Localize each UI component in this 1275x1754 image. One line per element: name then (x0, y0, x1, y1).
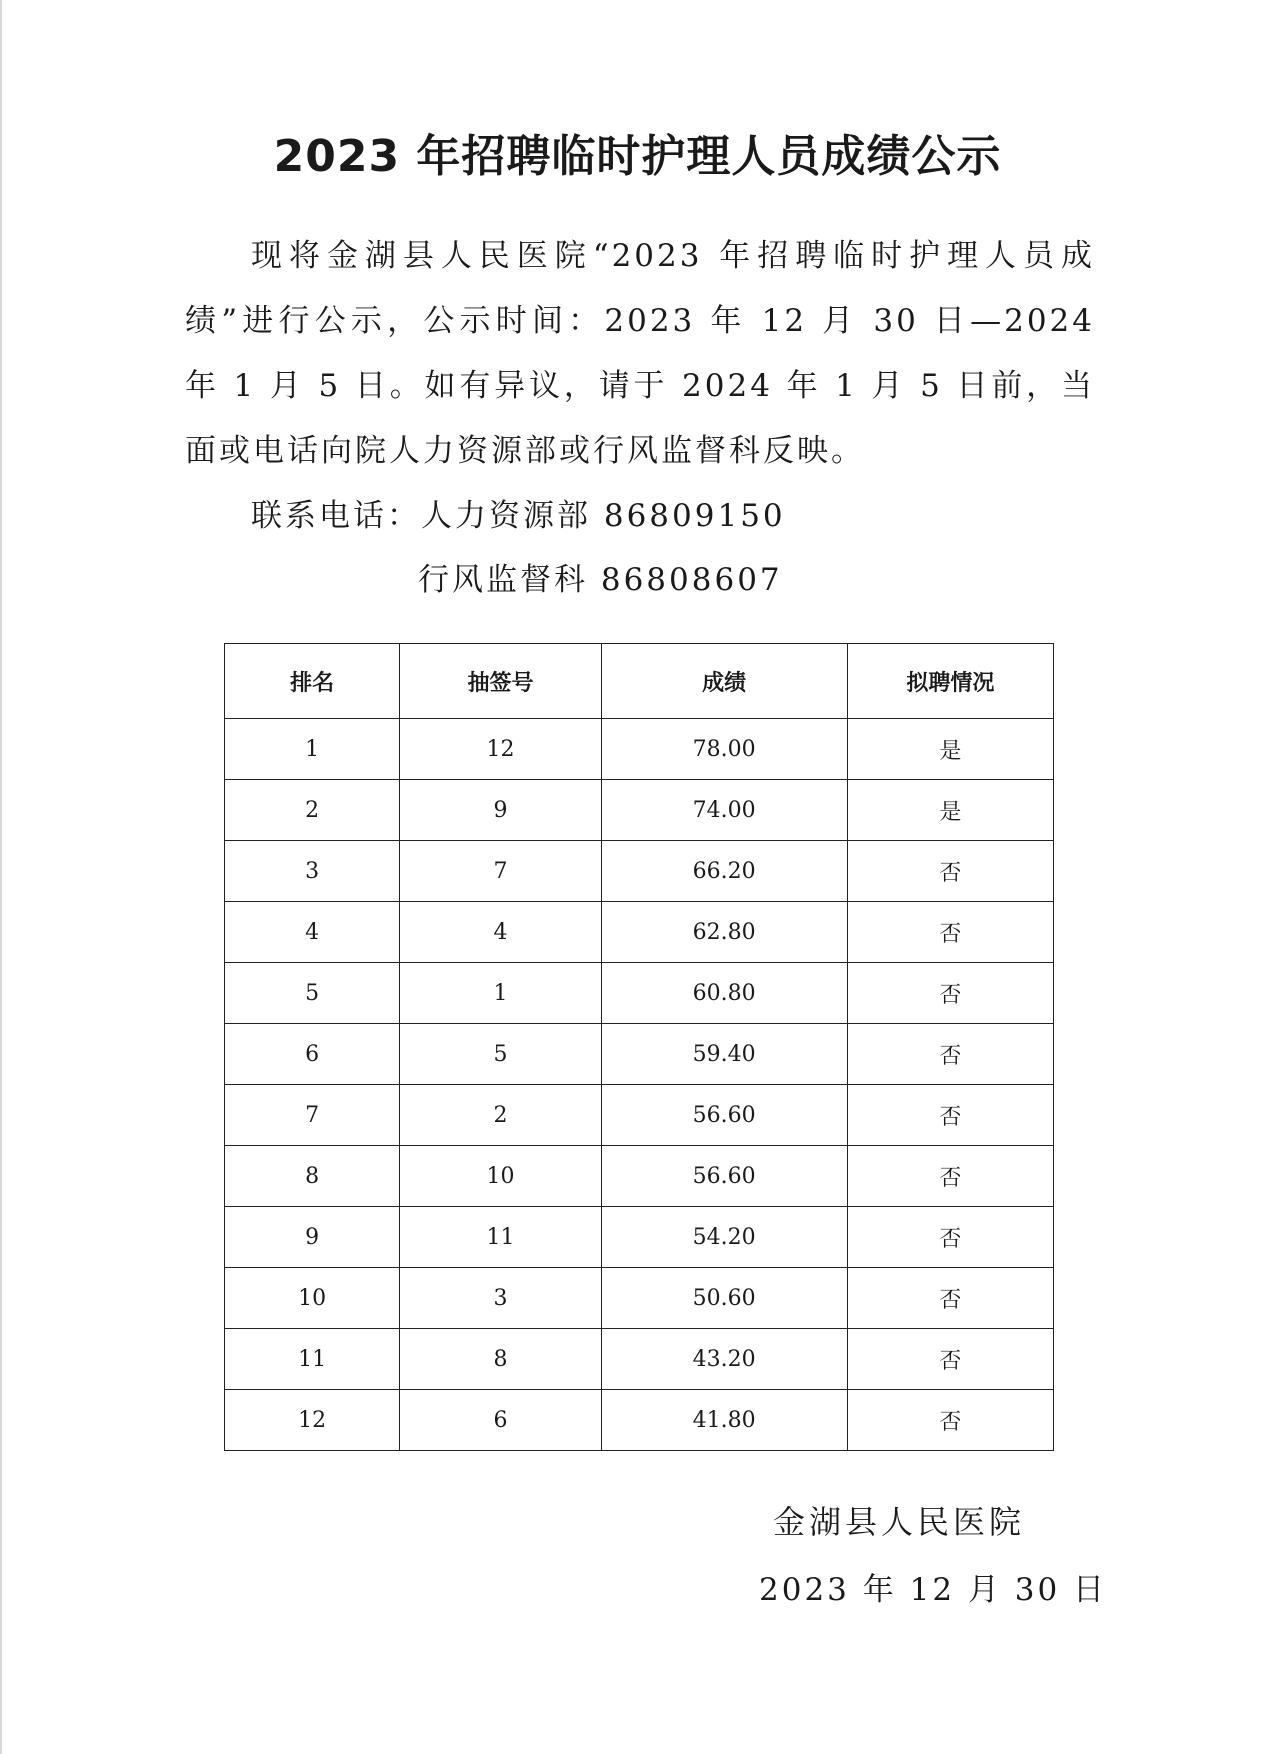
cell-score: 50.60 (601, 1268, 847, 1329)
score-table (224, 643, 1054, 1451)
contact-label: 联系电话： (251, 498, 421, 534)
signature-date: 2023 年 12 月 30 日 (759, 1572, 1108, 1608)
cell-score: 60.80 (601, 963, 847, 1024)
contact-hr-phone: 人力资源部 86809150 (421, 498, 786, 534)
cell-lot-number: 6 (400, 1390, 601, 1451)
cell-score: 74.00 (601, 780, 847, 841)
table-row (225, 1268, 1054, 1329)
cell-score: 56.60 (601, 1085, 847, 1146)
cell-rank: 2 (225, 780, 400, 841)
table-row (225, 1207, 1054, 1268)
table-header-row (225, 644, 1054, 719)
contact-line-supervision (418, 554, 783, 599)
cell-lot-number: 3 (400, 1268, 601, 1329)
cell-score: 59.40 (601, 1024, 847, 1085)
cell-rank: 9 (225, 1207, 400, 1268)
cell-score: 66.20 (601, 841, 847, 902)
cell-hire-status: 否 (847, 841, 1053, 902)
contact-supervision-phone: 行风监督科 86808607 (418, 562, 783, 598)
table-row (225, 1024, 1054, 1085)
cell-rank: 6 (225, 1024, 400, 1085)
cell-rank: 10 (225, 1268, 400, 1329)
cell-score: 41.80 (601, 1390, 847, 1451)
cell-hire-status: 是 (847, 780, 1053, 841)
cell-hire-status: 否 (847, 1329, 1053, 1390)
cell-hire-status: 是 (847, 719, 1053, 780)
cell-hire-status: 否 (847, 1146, 1053, 1207)
table-row (225, 1390, 1054, 1451)
cell-rank: 3 (225, 841, 400, 902)
signature-organization: 金湖县人民医院 (773, 1503, 1026, 1541)
cell-rank: 11 (225, 1329, 400, 1390)
cell-hire-status: 否 (847, 1085, 1053, 1146)
cell-hire-status: 否 (847, 1268, 1053, 1329)
cell-rank: 12 (225, 1390, 400, 1451)
cell-lot-number: 4 (400, 902, 601, 963)
header-lot-number: 抽签号 (400, 644, 601, 719)
cell-lot-number: 9 (400, 780, 601, 841)
cell-lot-number: 12 (400, 719, 601, 780)
contact-line-hr (251, 490, 786, 535)
cell-lot-number: 8 (400, 1329, 601, 1390)
table-row (225, 963, 1054, 1024)
cell-lot-number: 10 (400, 1146, 601, 1207)
header-score: 成绩 (601, 644, 847, 719)
cell-score: 43.20 (601, 1329, 847, 1390)
cell-lot-number: 5 (400, 1024, 601, 1085)
header-hire-status: 拟聘情况 (847, 644, 1053, 719)
table-row (225, 1329, 1054, 1390)
announcement-paragraph: 现将金湖县人民医院“2023 年招聘临时护理人员成绩”进行公示，公示时间：2023 年 12 月 30 日—2024 年 1 月 5 日。如有异议，请于 2024 年 1 月 5 日前，当面或电话向院人力资源部或行风监督科反映。 (185, 238, 1095, 469)
cell-score: 78.00 (601, 719, 847, 780)
page-title: 2023 年招聘临时护理人员成绩公示 (273, 131, 1002, 182)
table-row (225, 1146, 1054, 1207)
cell-rank: 1 (225, 719, 400, 780)
header-rank: 排名 (225, 644, 400, 719)
cell-hire-status: 否 (847, 1207, 1053, 1268)
table-row (225, 841, 1054, 902)
cell-hire-status: 否 (847, 1024, 1053, 1085)
cell-hire-status: 否 (847, 1390, 1053, 1451)
cell-score: 54.20 (601, 1207, 847, 1268)
table-row (225, 719, 1054, 780)
cell-score: 62.80 (601, 902, 847, 963)
cell-lot-number: 7 (400, 841, 601, 902)
cell-rank: 4 (225, 902, 400, 963)
page-edge (0, 0, 2, 1754)
cell-rank: 7 (225, 1085, 400, 1146)
cell-lot-number: 2 (400, 1085, 601, 1146)
cell-lot-number: 1 (400, 963, 601, 1024)
cell-rank: 8 (225, 1146, 400, 1207)
table-row (225, 902, 1054, 963)
cell-score: 56.60 (601, 1146, 847, 1207)
cell-lot-number: 11 (400, 1207, 601, 1268)
table-row (225, 1085, 1054, 1146)
cell-rank: 5 (225, 963, 400, 1024)
table-row (225, 780, 1054, 841)
cell-hire-status: 否 (847, 963, 1053, 1024)
cell-hire-status: 否 (847, 902, 1053, 963)
